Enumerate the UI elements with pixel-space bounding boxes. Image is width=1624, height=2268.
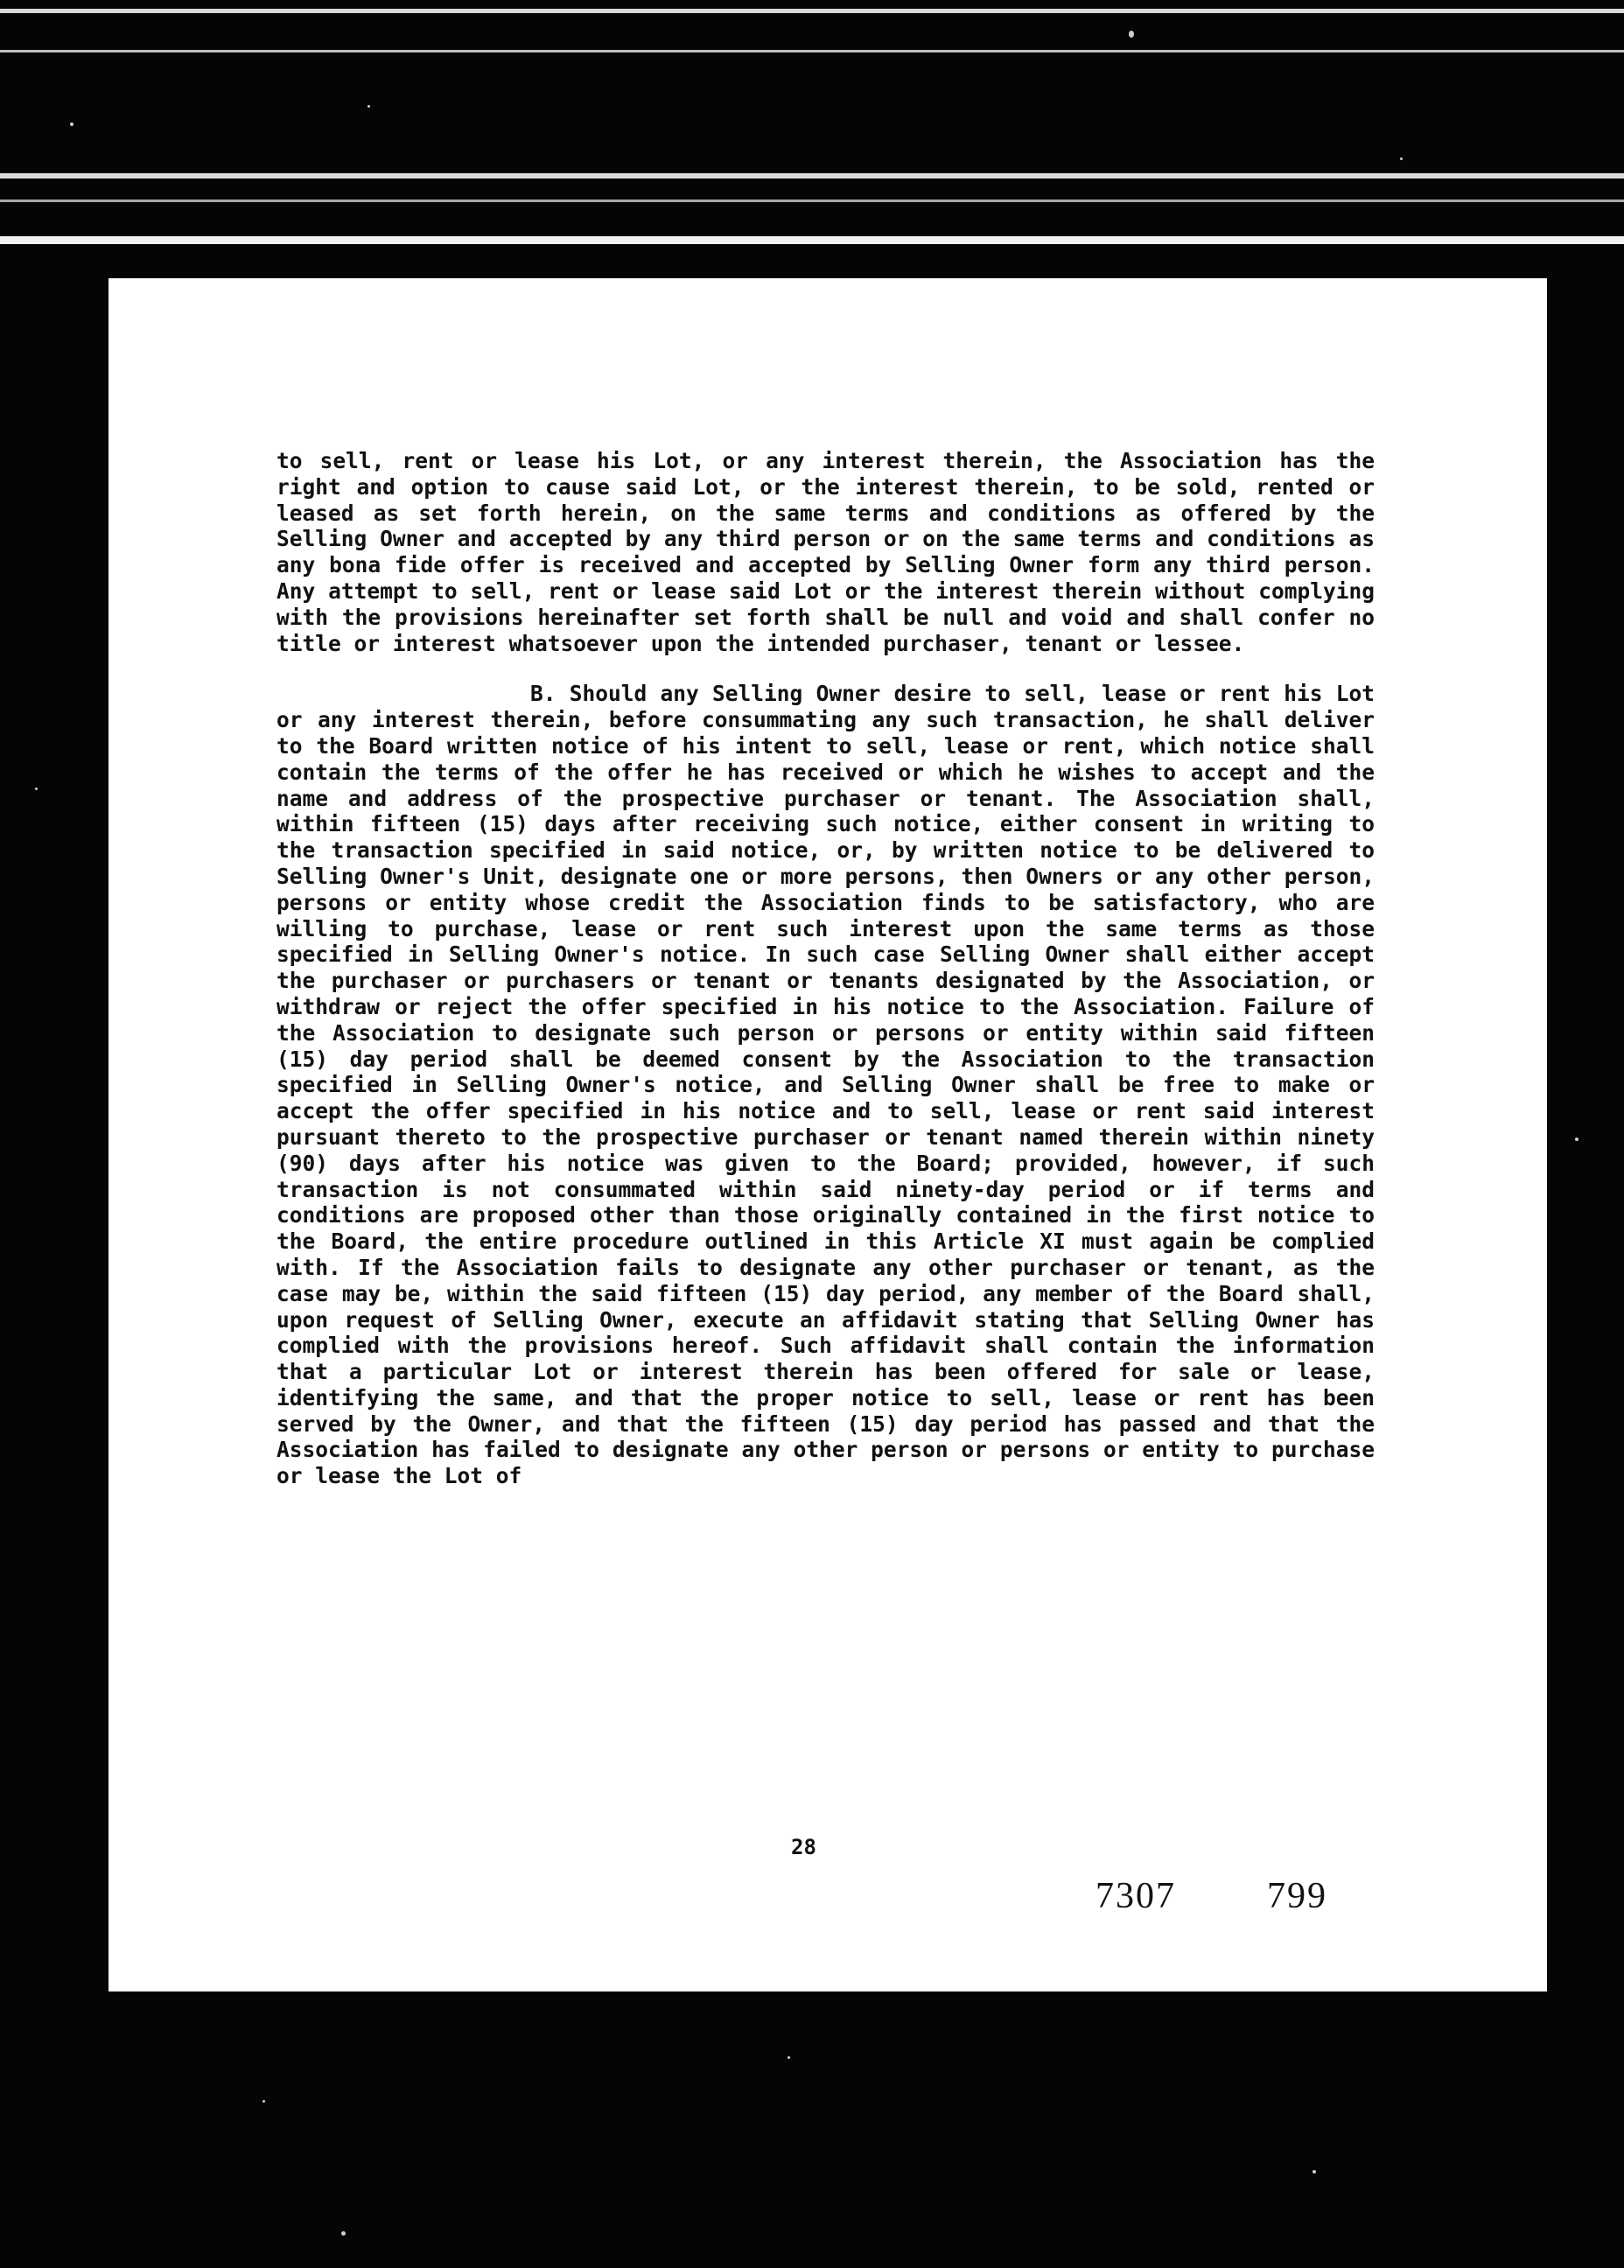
paragraph-continuation: to sell, rent or lease his Lot, or any interest therein, the Association has the right and option to cause said Lot, or the interest therein, to be sold, rented or leased as set forth herein, on the same terms and conditions as offered by the Selling Owner and accepted by any third person or on the same terms and conditions as any bona fide offer is received and accepted by Selling Owner form any third person. Any attempt to sell, rent or lease said Lot or the interest therein without complying with the provisions hereinafter set forth shall be null and void and shall confer no title or interest whatsoever upon the intended purchaser, tenant or lessee. (276, 448, 1375, 656)
body-text (276, 448, 1375, 1489)
scan-noise (1575, 1138, 1578, 1141)
scan-noise (1400, 158, 1403, 160)
scan-noise (35, 788, 38, 790)
scan-noise (1312, 2170, 1316, 2174)
recording-page-number: 799 (1267, 1876, 1327, 1916)
top-scan-rule (0, 9, 1624, 13)
scan-noise (788, 2056, 790, 2059)
scan-noise (1129, 31, 1134, 38)
recording-book-number: 7307 (1096, 1876, 1176, 1916)
top-scan-rule (0, 200, 1624, 202)
scan-noise (341, 2231, 346, 2236)
scan-noise (262, 2100, 265, 2103)
document-page (108, 278, 1547, 1992)
scan-noise (70, 122, 74, 126)
top-scan-rule (0, 173, 1624, 178)
top-scan-rule (0, 50, 1624, 52)
page-number: 28 (791, 1835, 816, 1859)
paragraph-b: B. Should any Selling Owner desire to sell, lease or rent his Lot or any interest therein, before consummating any such transaction, he shall deliver to the Board written notice of his intent to sell, lease or rent, which notice shall contain the terms of the offer he has received or which he wishes to accept and the name and address of the prospective purchaser or tenant. The Association shall, within fifteen (15) days after receiving such notice, either consent in writing to the transaction specified in said notice, or, by written notice to be delivered to Selling Owner's Unit, designate one or more persons, then Owners or any other person, persons or entity whose credit the Association finds to be satisfactory, who are willing to purchase, lease or rent such interest upon the same terms as those specified in Selling Owner's notice. In such case Selling Owner shall either accept the purchaser or purchasers or tenant or tenants designated by the Association, or withdraw or reject the offer specified in his notice to the Association. Failure of the Association to designate such person or persons or entity within said fifteen (15) day period shall be deemed consent by the Association to the transaction specified in Selling Owner's notice, and Selling Owner shall be free to make or accept the offer specified in his notice and to sell, lease or rent said interest pursuant thereto to the prospective purchaser or tenant named therein within ninety (90) days after his notice was given to the Board; provided, however, if such transaction is not consummated within said ninety-day period or if terms and conditions are proposed other than those originally contained in the first notice to the Board, the entire procedure outlined in this Article XI must again be complied with. If the Association fails to designate any other purchaser or tenant, as the case may be, within the said fifteen (15) day period, any member of the Board shall, upon request of Selling Owner, execute an affidavit stating that Selling Owner has complied with the provisions hereof. Such affidavit shall contain the information that a particular Lot or interest therein has been offered for sale or lease, identifying the same, and that the proper notice to sell, lease or rent has been served by the Owner, and that the fifteen (15) day period has passed and that the Association has failed to designate any other person or persons or entity to purchase or lease the Lot of (276, 681, 1375, 1489)
scan-noise (368, 105, 370, 108)
top-scan-rule (0, 236, 1624, 244)
